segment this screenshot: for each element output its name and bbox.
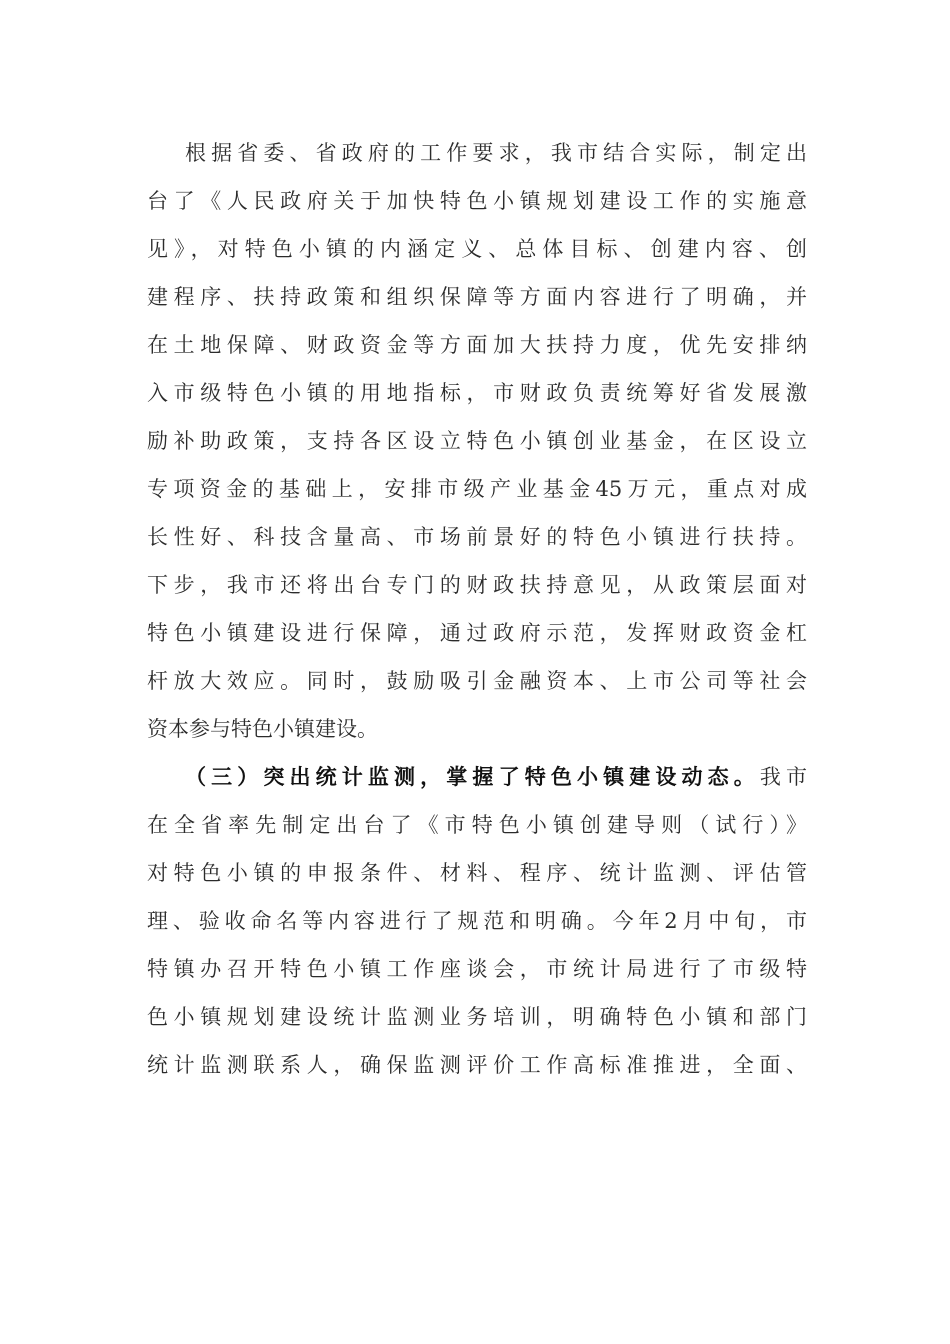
- text-line: 理、验收命名等内容进行了规范和明确。今年2月中旬，市: [147, 909, 807, 933]
- text-line: 入市级特色小镇的用地指标，市财政负责统筹好省发展激: [147, 381, 807, 405]
- text-line: 对特色小镇的申报条件、材料、程序、统计监测、评估管: [147, 861, 807, 885]
- text-run: 我市: [759, 765, 807, 789]
- text-line: 在土地保障、财政资金等方面加大扶持力度，优先安排纳: [147, 333, 807, 357]
- text-line: 色小镇规划建设统计监测业务培训，明确特色小镇和部门: [147, 1005, 807, 1029]
- text-line: 资本参与特色小镇建设。: [147, 717, 378, 741]
- text-line: 台了《人民政府关于加快特色小镇规划建设工作的实施意: [147, 189, 807, 213]
- section-heading: （三）突出统计监测，掌握了特色小镇建设动态。: [185, 764, 760, 789]
- text-line: 下步，我市还将出台专门的财政扶持意见，从政策层面对: [147, 573, 807, 597]
- text-line: 专项资金的基础上，安排市级产业基金45万元，重点对成: [147, 477, 807, 501]
- text-line: 长性好、科技含量高、市场前景好的特色小镇进行扶持。: [147, 525, 807, 549]
- text-line-with-heading: [185, 757, 807, 797]
- text-line: 在全省率先制定出台了《市特色小镇创建导则（试行）》: [147, 813, 807, 837]
- text-line: 见》，对特色小镇的内涵定义、总体目标、创建内容、创: [147, 237, 807, 261]
- text-line: 根据省委、省政府的工作要求，我市结合实际，制定出: [185, 141, 807, 165]
- text-line: 特镇办召开特色小镇工作座谈会，市统计局进行了市级特: [147, 957, 807, 981]
- text-line: 特色小镇建设进行保障，通过政府示范，发挥财政资金杠: [147, 621, 807, 645]
- text-line: 杆放大效应。同时，鼓励吸引金融资本、上市公司等社会: [147, 669, 807, 693]
- text-line: 励补助政策，支持各区设立特色小镇创业基金，在区设立: [147, 429, 807, 453]
- text-line: 建程序、扶持政策和组织保障等方面内容进行了明确，并: [147, 285, 807, 309]
- text-line: 统计监测联系人，确保监测评价工作高标准推进，全面、: [147, 1053, 807, 1077]
